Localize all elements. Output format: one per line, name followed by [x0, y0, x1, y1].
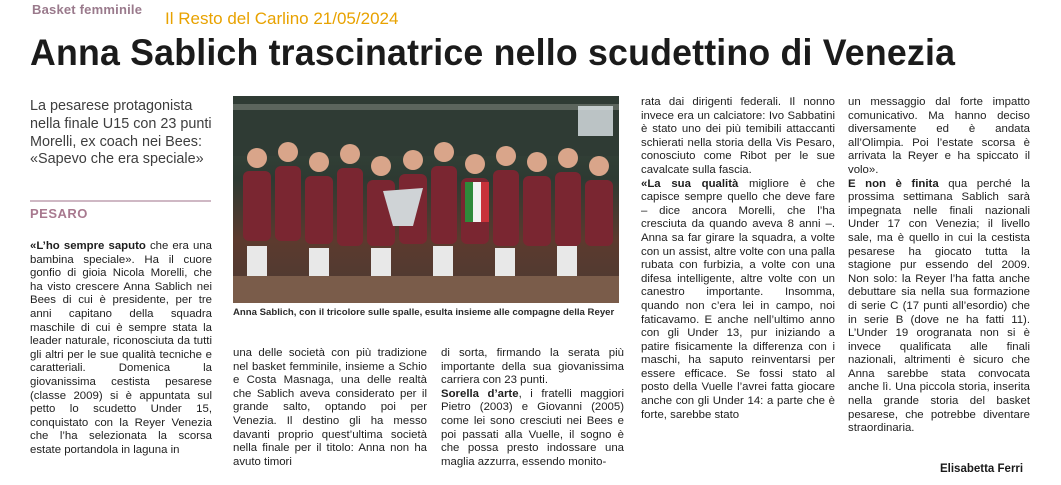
- article-column-4: [641, 96, 835, 422]
- column-2-text: una delle società con più tradizione nel basket femminile, insieme a Schio e Costa Masnaga, una delle realtà che Sablich aveva considerato per il grande salto, optando poi per Venezia. Il destino gli ha messo davanti proprio quest’ultima società nella finale per il titolo: Anna non ha avuto timori: [233, 347, 427, 468]
- article-column-2: [233, 347, 427, 469]
- article-column-1: [30, 240, 212, 458]
- column-1-text: che era una bambina speciale». Ha il cuore gonfio di gioia Nicola Morelli, che ha visto crescere Anna Sablich nei Bees di cui è presidente, per tre anni capitano della squadra maschile di cui è sempre stata la leader naturale, riconosciuta da tutti gli altri per le sue qualità tecniche e caratteriali. Domenica la giovanissima cestista pesarese (classe 2009) si è appuntata sul petto lo scudetto Under 15, conquistato con la Reyer Venezia che l’ha selezionata la scorsa estate portandola in laguna in: [30, 240, 212, 456]
- source-date-stamp: Il Resto del Carlino 21/05/2024: [165, 9, 399, 28]
- column-3-text-b: , i fratelli maggiori Pietro (2003) e Giovanni (2005) come lei sono cresciuti nei Bees e poi passati alla Vuelle, il sogno è che possa presto indossare una maglia azzurra, essendo monito-: [441, 387, 624, 468]
- column-5-text-b: qua perché la prossima settimana Sablich sarà impegnata nelle finali nazionali Under 17 con Venezia; il livello sale, ma è quello in cui la cestista pesarese ha giocato tutta la stagione pur essendo del 2009. Non solo: la Reyer l’ha fatta anche debuttare sia nella sua formazione di serie C (17 punti all’esordio) che in serie B (dove ne ha fatti 11). L’Under 19 orogranata non si è invece qualificata alle finali nazionali, altrimenti è sicuro che Anna sarebbe stata convocata anche lì. Una piccola storia, inserita nella grande storia del basket pesarese, che potrebbe diventare straordinaria.: [848, 177, 1030, 435]
- subhead-la-sua-qualita: «La sua qualità: [641, 177, 739, 190]
- column-4-text-a: rata dai dirigenti federali. Il nonno invece era un calciatore: Ivo Sabbatini è stato uno dei più temibili attaccanti schierati nella storia della Vis Pesaro, conosciuto come Ribot per le sue cavalcate sulla fascia.: [641, 96, 835, 176]
- location-rule: [30, 200, 211, 202]
- article-column-3: [441, 347, 624, 469]
- lead-in-bold: «L’ho sempre saputo: [30, 240, 146, 252]
- author-byline: Elisabetta Ferri: [940, 463, 1024, 475]
- photo-caption: Anna Sablich, con il tricolore sulle spalle, esulta insieme alle compagne della Reyer: [233, 307, 615, 318]
- subheadline: La pesarese protagonista nella finale U15 con 23 punti Morelli, ex coach nei Bees: «Sapevo che era speciale»: [30, 98, 212, 168]
- dateline-location: PESARO: [30, 206, 88, 221]
- article-column-5: [848, 96, 1030, 436]
- section-label: Basket femminile: [32, 2, 143, 17]
- column-4-text-b: migliore è che capisce sempre quello che deve fare – dice ancora Morelli, che l’ha cresciuta da quando aveva 8 anni –. Anna sa far girare la squadra, a volte con un assist, altre volte con una palla rubata con furbizia, a volte con una difesa intelligente, altre volte con un canestro importante. Insomma, quando non c’era lei in campo, noi faticavamo. E anche nell’ultimo anno con gli Under 13, pur iniziando a patire fisicamente la differenza con i maschi, ha saputo reinventarsi per essere efficace. Se fossi stato al posto della Vuelle l’avrei fatta giocare anche con gli Under 14: a parte che è forte, sarebbe stato: [641, 177, 835, 421]
- headline: Anna Sablich trascinatrice nello scudettino di Venezia: [30, 32, 956, 73]
- subhead-e-non-e-finita: E non è finita: [848, 177, 939, 190]
- subhead-sorella-darte: Sorella d’arte: [441, 387, 519, 400]
- photo-illustration: [233, 96, 619, 303]
- team-celebration-photo: [233, 96, 619, 303]
- column-5-text-a: un messaggio dal forte impatto comunicativo. Ma hanno deciso diversamente ed è andata all’Olimpia. Poi l’estate scorsa è arrivata la Reyer e ha spiccato il volo».: [848, 96, 1030, 176]
- column-3-text-a: di sorta, firmando la serata più importante della sua giovanissima carriera con 23 punti.: [441, 347, 624, 387]
